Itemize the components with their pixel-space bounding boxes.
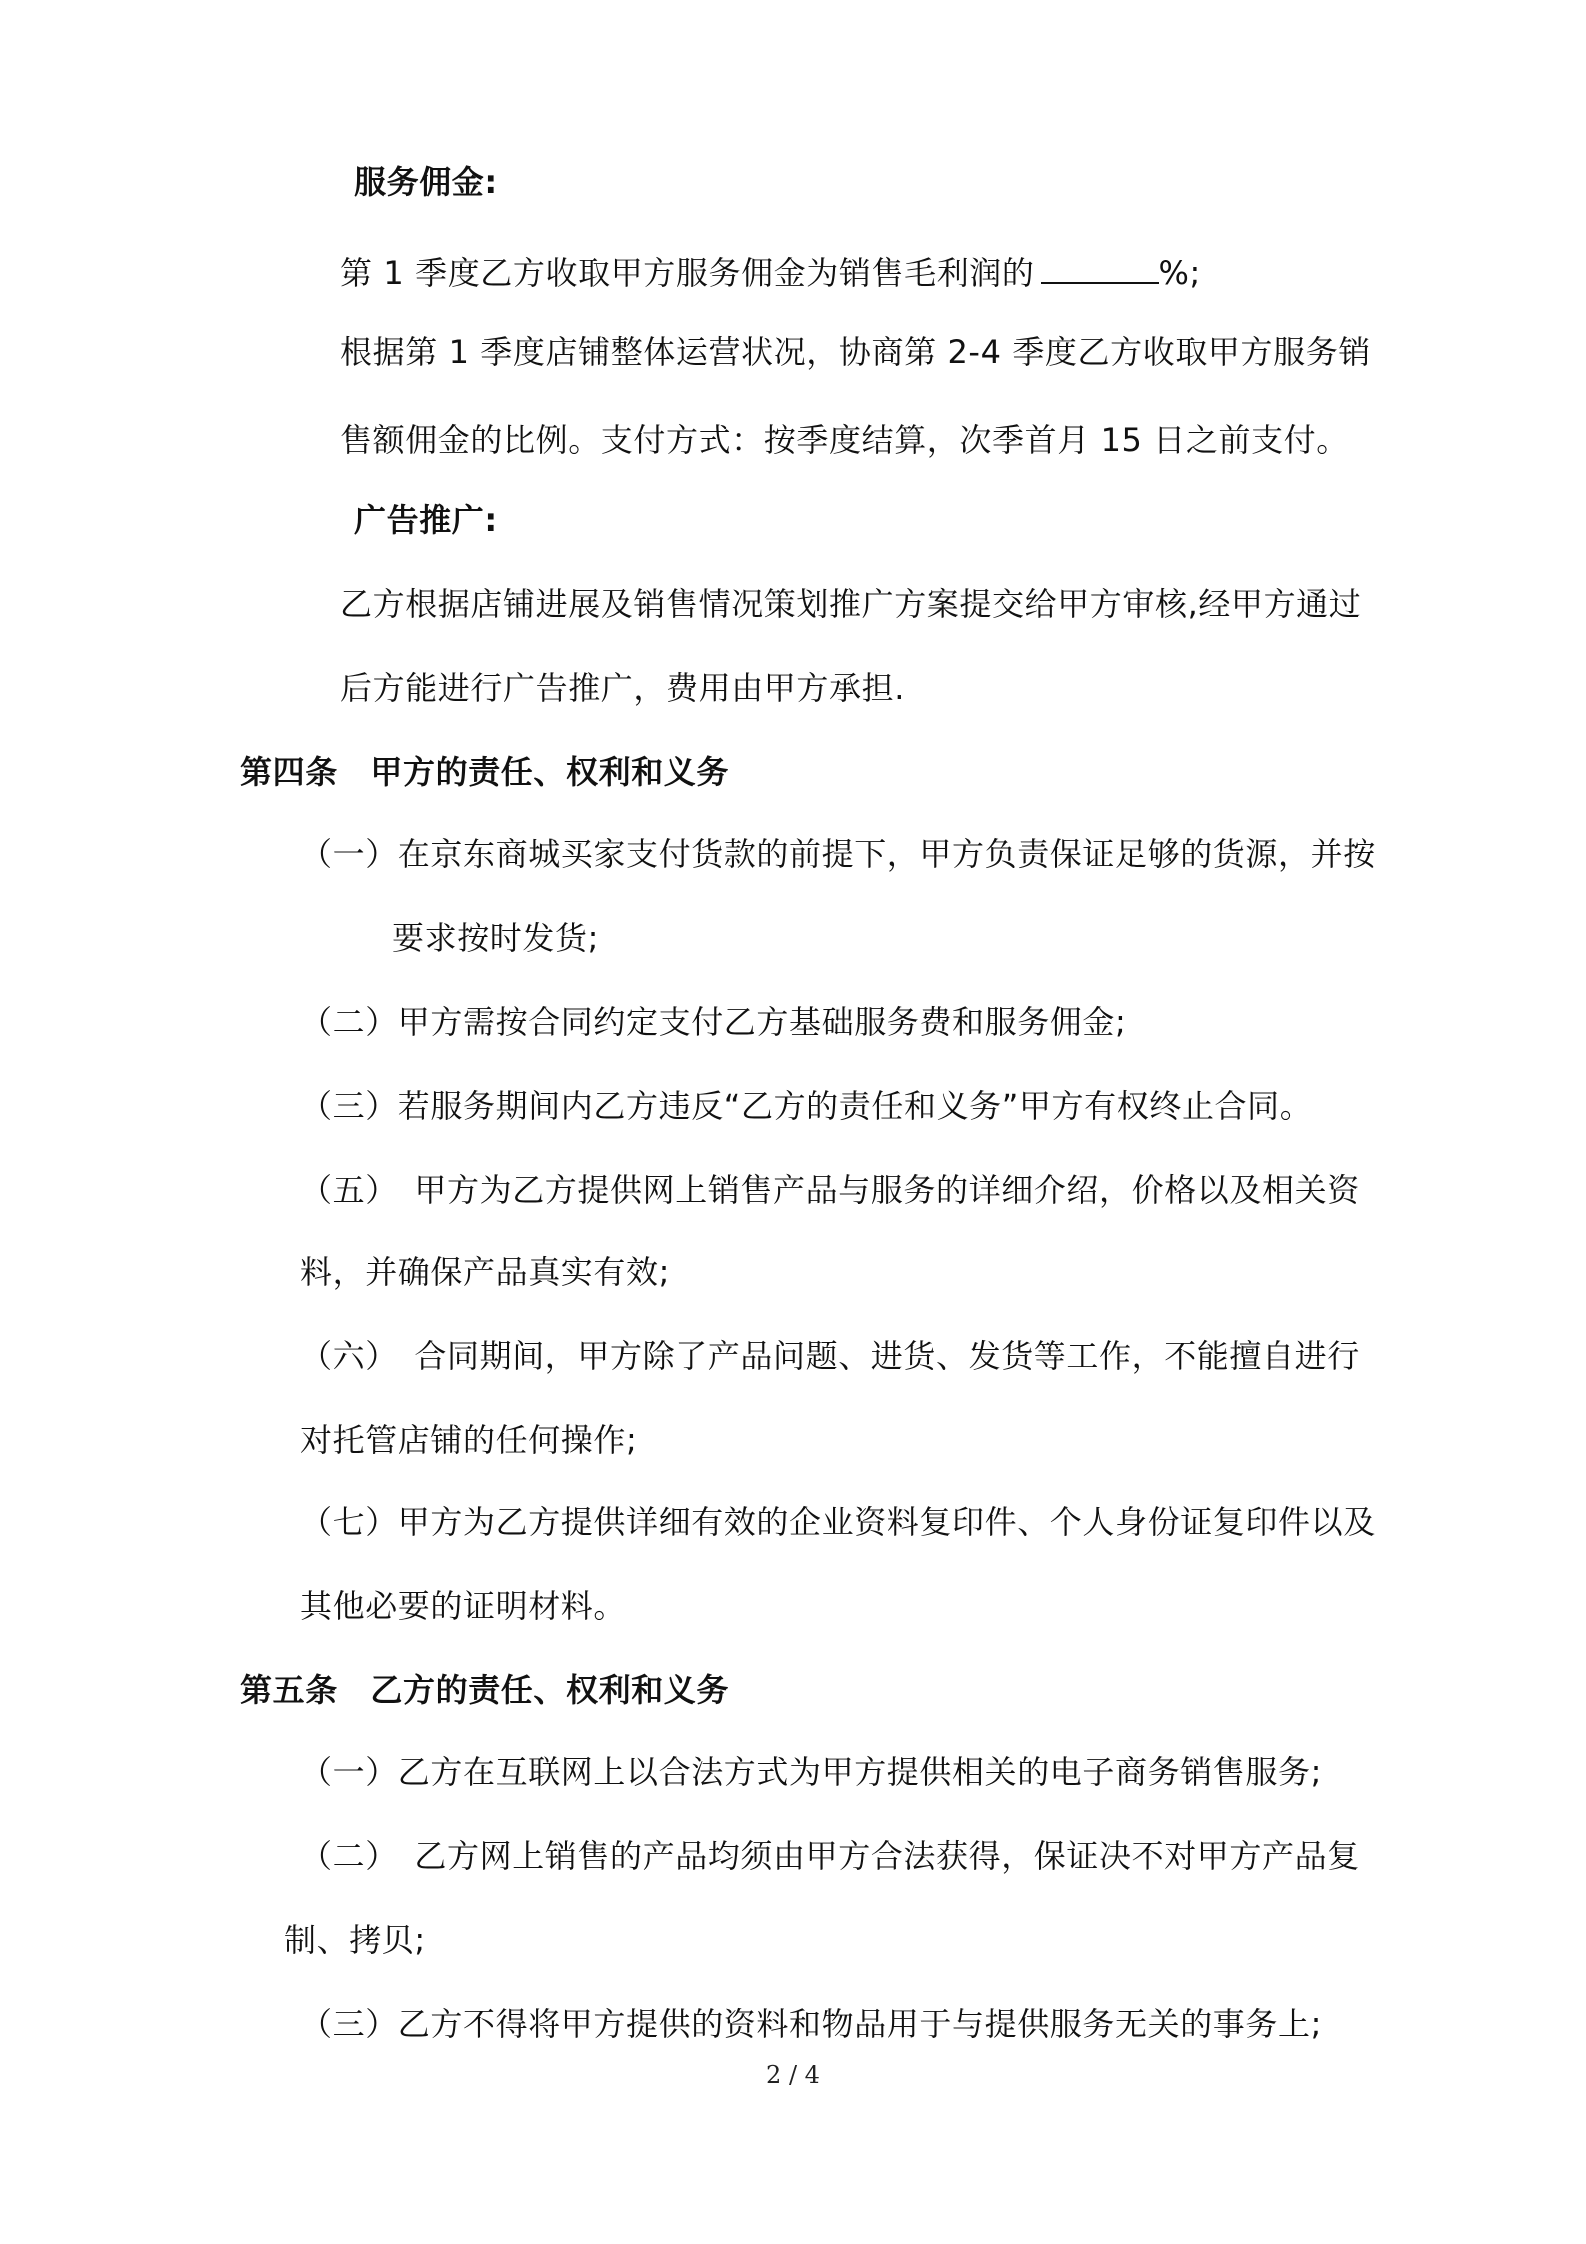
article-5-item-2-line-1: （二） 乙方网上销售的产品均须由甲方合法获得，保证决不对甲方产品复 (300, 1837, 1360, 1875)
article-4-item-7-line-2: 其他必要的证明材料。 (300, 1587, 627, 1625)
article-5-item-2-line-2: 制、拷贝; (284, 1921, 426, 1959)
article-4-item-6-line-2: 对托管店铺的任何操作; (300, 1421, 638, 1459)
article-4-item-1-line-1: （一）在京东商城买家支付货款的前提下，甲方负责保证足够的货源，并按 (300, 835, 1376, 873)
article-4-item-2: （二）甲方需按合同约定支付乙方基础服务费和服务佣金; (300, 1003, 1127, 1041)
commission-line-1-text: 第 1 季度乙方收取甲方服务佣金为销售毛利润的 (340, 254, 1035, 292)
page-number: 2 / 4 (766, 2061, 820, 2089)
commission-line-1 (340, 252, 1201, 293)
promotion-line-2: 后方能进行广告推广，费用由甲方承担. (340, 669, 905, 707)
article-4-item-7-line-1: （七）甲方为乙方提供详细有效的企业资料复印件、个人身份证复印件以及 (300, 1503, 1376, 1541)
article-4-title: 第四条 甲方的责任、权利和义务 (240, 753, 730, 791)
commission-line-3: 售额佣金的比例。支付方式：按季度结算，次季首月 15 日之前支付。 (340, 421, 1349, 459)
article-4-item-3: （三）若服务期间内乙方违反“乙方的责任和义务”甲方有权终止合同。 (300, 1087, 1313, 1125)
percentage-blank (1041, 252, 1159, 284)
commission-line-1-suffix: %; (1158, 254, 1201, 292)
promotion-line-1: 乙方根据店铺进展及销售情况策划推广方案提交给甲方审核,经甲方通过 (340, 585, 1362, 623)
commission-heading: 服务佣金: (354, 163, 498, 201)
article-4-item-6-line-1: （六） 合同期间，甲方除了产品问题、进货、发货等工作，不能擅自进行 (300, 1337, 1360, 1375)
article-4-item-5-line-2: 料，并确保产品真实有效; (300, 1253, 670, 1291)
article-5-item-3: （三）乙方不得将甲方提供的资料和物品用于与提供服务无关的事务上; (300, 2005, 1322, 2043)
article-5-title: 第五条 乙方的责任、权利和义务 (240, 1671, 730, 1709)
article-4-item-5-line-1: （五） 甲方为乙方提供网上销售产品与服务的详细介绍，价格以及相关资 (300, 1171, 1360, 1209)
article-4-item-1-line-2: 要求按时发货; (392, 919, 599, 957)
commission-line-2: 根据第 1 季度店铺整体运营状况，协商第 2-4 季度乙方收取甲方服务销 (340, 333, 1371, 371)
promotion-heading: 广告推广: (354, 501, 498, 539)
article-5-item-1: （一）乙方在互联网上以合法方式为甲方提供相关的电子商务销售服务; (300, 1753, 1322, 1791)
